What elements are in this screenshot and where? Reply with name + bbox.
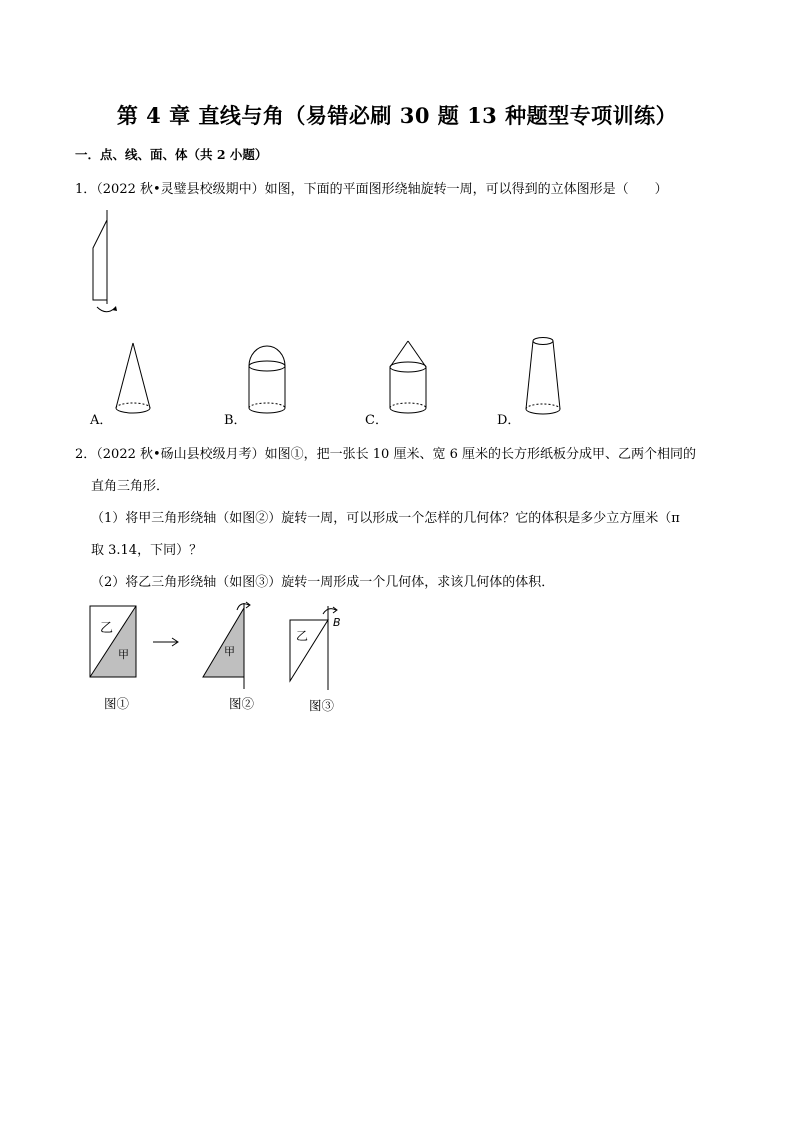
question-2-part-2: （2）将乙三角形绕轴（如图③）旋转一周形成一个几何体，求该几何体的体积．	[91, 575, 555, 590]
label-yi: 乙	[100, 621, 114, 636]
page-title: 第 4 章 直线与角（易错必刷 30 题 13 种题型专项训练）	[116, 103, 678, 128]
label-yi: 乙	[296, 629, 309, 643]
triangle-jia	[203, 608, 244, 677]
option-c-label: C．	[365, 413, 388, 428]
question-1-text: 1．（2022 秋•灵璧县校级期中）如图，下面的平面图形绕轴旋转一周，可以得到的立体图形是（ ）	[75, 182, 668, 197]
option-b-label: B．	[224, 413, 247, 428]
label-point-b: B	[333, 616, 341, 629]
question-2-line-2: 直角三角形．	[91, 479, 170, 494]
question-2-part-1-line-1: （1）将甲三角形绕轴（如图②）旋转一周，可以形成一个怎样的几何体？它的体积是多少立方厘米（π	[91, 511, 680, 526]
option-c-cone-cylinder	[383, 338, 433, 423]
label-jia: 甲	[118, 648, 129, 661]
option-b-hemisphere-cylinder	[242, 336, 292, 421]
question-2-part-1-line-2: 取 3.14，下同）？	[91, 543, 203, 558]
figure-1-caption: 图①	[104, 696, 130, 711]
label-jia: 甲	[224, 645, 235, 658]
option-a-cone	[110, 340, 158, 420]
trapezoid-outline	[93, 220, 107, 300]
section-heading: 一．点、线、面、体（共 2 小题）	[75, 147, 268, 162]
figure-3-caption: 图③	[309, 698, 335, 713]
option-d-label: D．	[497, 413, 521, 428]
figure-2-triangle-jia	[200, 600, 262, 692]
arrow-right-icon	[152, 635, 182, 649]
rotation-arrow	[97, 307, 115, 312]
figure-2-caption: 图②	[229, 696, 255, 711]
option-d-frustum	[520, 334, 568, 424]
rotation-arrow	[323, 609, 336, 614]
question-2-line-1: 2．（2022 秋•砀山县校级月考）如图①，把一张长 10 厘米、宽 6 厘米的长方形纸板分成甲、乙两个相同的	[75, 447, 696, 462]
question-1-plane-figure	[80, 208, 130, 318]
option-a-label: A．	[90, 413, 113, 428]
figure-3-triangle-yi	[286, 604, 350, 692]
figure-1-rectangle	[88, 604, 140, 682]
